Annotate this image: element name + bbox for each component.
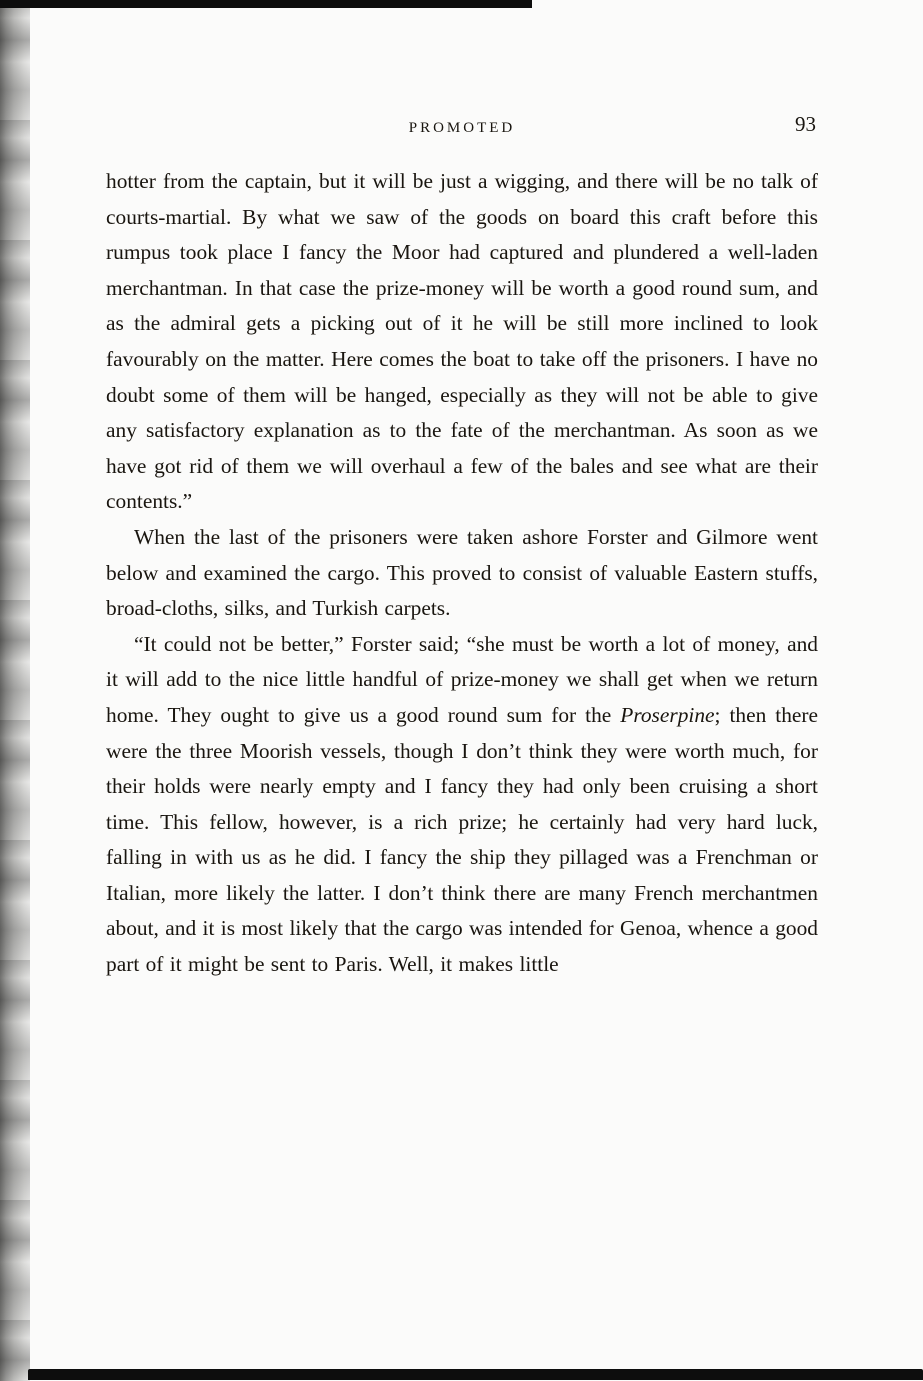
page-content — [106, 112, 818, 983]
paragraph-3-segment-2: ; then there were the three Moorish vessels, though I don’t think they were worth much, for their holds were nearly empty and I fancy they had only been cruising a short time. This fellow, however, is a rich prize; he certainly had very hard luck, falling in with us as he did. I fancy the ship they pillaged was a Frenchman or Italian, more likely the latter. I don’t think there are many French merchantmen about, and it is most likely that the cargo was intended for Genoa, whence a good part of it might be sent to Paris. Well, it makes little — [106, 702, 819, 977]
paragraph-3-segment-1: “It could not be better,” Forster said; “she must be worth a lot of money, and it will add to the nice little handful of prize-money we shall get when we return home. They ought to give us a good round sum for the — [106, 631, 818, 727]
running-head: PROMOTED — [408, 120, 516, 136]
ship-name-proserpine: Proserpine — [620, 702, 715, 727]
page-number: 93 — [795, 112, 816, 136]
paragraph-1: hotter from the captain, but it will be just a wigging, and there will be no talk of courts-martial. By what we saw of the goods on board this craft before this rumpus took place I fancy the Moor had captured and plundered a well-laden merchantman. In that case the prize-money will be worth a good round sum, and as the admiral gets a picking out of it he will be still more inclined to look favourably on the matter. Here comes the boat to take off the prisoners. I have no doubt some of them will be hanged, especially as they will not be able to give any satisfactory explanation as to the fate of the merchantman. As soon as we have got rid of them we will overhaul a few of the bales and see what are their contents.” — [106, 169, 818, 514]
paragraph-2: When the last of the prisoners were taken ashore Forster and Gilmore went below and examined the cargo. This proved to consist of valuable Eastern stuffs, broad-cloths, silks, and Turkish carpets. — [106, 524, 818, 621]
text-block — [106, 164, 818, 983]
paragraph-3 — [106, 627, 818, 983]
book-gutter-shadow — [0, 0, 30, 1381]
scan-artifact-top-bar — [0, 0, 532, 8]
page-header — [106, 112, 818, 146]
scan-artifact-bottom-bar — [28, 1369, 923, 1380]
